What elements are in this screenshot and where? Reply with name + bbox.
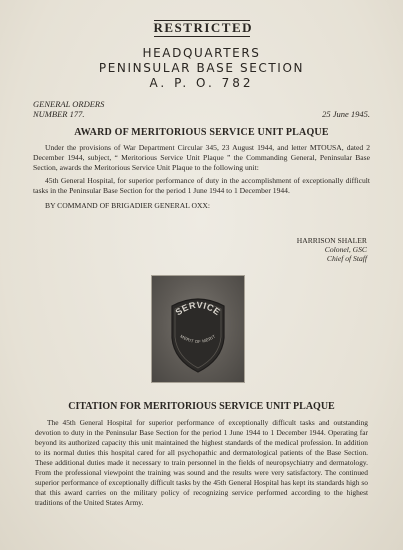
orders-block xyxy=(33,99,104,119)
citation-body: The 45th General Hospital for superior performance of exceptionally difficult tasks and outstanding devotion to duty in the Peninsular Base Section for the period 1 June 1944 to 1 December 1944. Operating far beyond its authorized capacity this unit maintained the highest standards of the medical profession. In addition to its normal duties this hospital cared for all psychopathic and dermatological patients of the Base Section. These additional duties made it necessary to train personnel in the fields of neuropsychiatry and dermatology. From the professional viewpoint the training was sound and the results were very satisfactory. The continued superior performance of exceptionally difficult tasks by the 45th General Hospital has kept its standards high so that this award carries on the military policy of recognizing service performed according to the highest traditions of the United States Army. xyxy=(35,418,368,507)
award-paragraph-1: Under the provisions of War Department Circular 345, 23 August 1944, and letter MTOUSA, dated 2 December 1944, subject, “ Meritorious Service Unit Plaque ” the Commanding General, Peninsular Base Section, awards the Meritorious Service Unit Plaque to the following unit: xyxy=(33,143,370,172)
citation-title: CITATION FOR MERITORIOUS SERVICE UNIT PLAQUE xyxy=(68,401,335,412)
orders-row xyxy=(33,99,370,123)
signature-block xyxy=(297,236,367,263)
orders-label: GENERAL ORDERS xyxy=(33,99,105,109)
award-title: AWARD OF MERITORIOUS SERVICE UNIT PLAQUE xyxy=(74,127,329,138)
classification-stamp: RESTRICTED xyxy=(153,20,254,35)
plaque-photo xyxy=(152,276,244,382)
signature-rank: Colonel, GSC xyxy=(324,245,367,254)
orders-date: 25 June 1945. xyxy=(322,109,370,119)
orders-number: NUMBER 177. xyxy=(33,109,85,119)
plaque-top-text: SERVICE xyxy=(173,299,223,318)
plaque-bottom-text: MERIT OF MERIT xyxy=(179,333,217,345)
headquarters-heading: HEADQUARTERS xyxy=(142,46,261,60)
section-heading: PENINSULAR BASE SECTION xyxy=(98,61,305,75)
command-line: BY COMMAND OF BRIGADIER GENERAL OXX: xyxy=(45,201,211,210)
plaque-shield-icon xyxy=(152,276,244,382)
apo-heading: A. P. O. 782 xyxy=(149,76,254,90)
award-paragraph-2: 45th General Hospital, for superior performance of duty in the accomplishment of exceptionally difficult tasks in the Peninsular Base Section for the period 1 June 1944 to 1 December 1944. xyxy=(33,176,370,195)
signature-name: HARRISON SHALER xyxy=(296,236,367,245)
signature-title: Chief of Staff xyxy=(326,254,367,263)
